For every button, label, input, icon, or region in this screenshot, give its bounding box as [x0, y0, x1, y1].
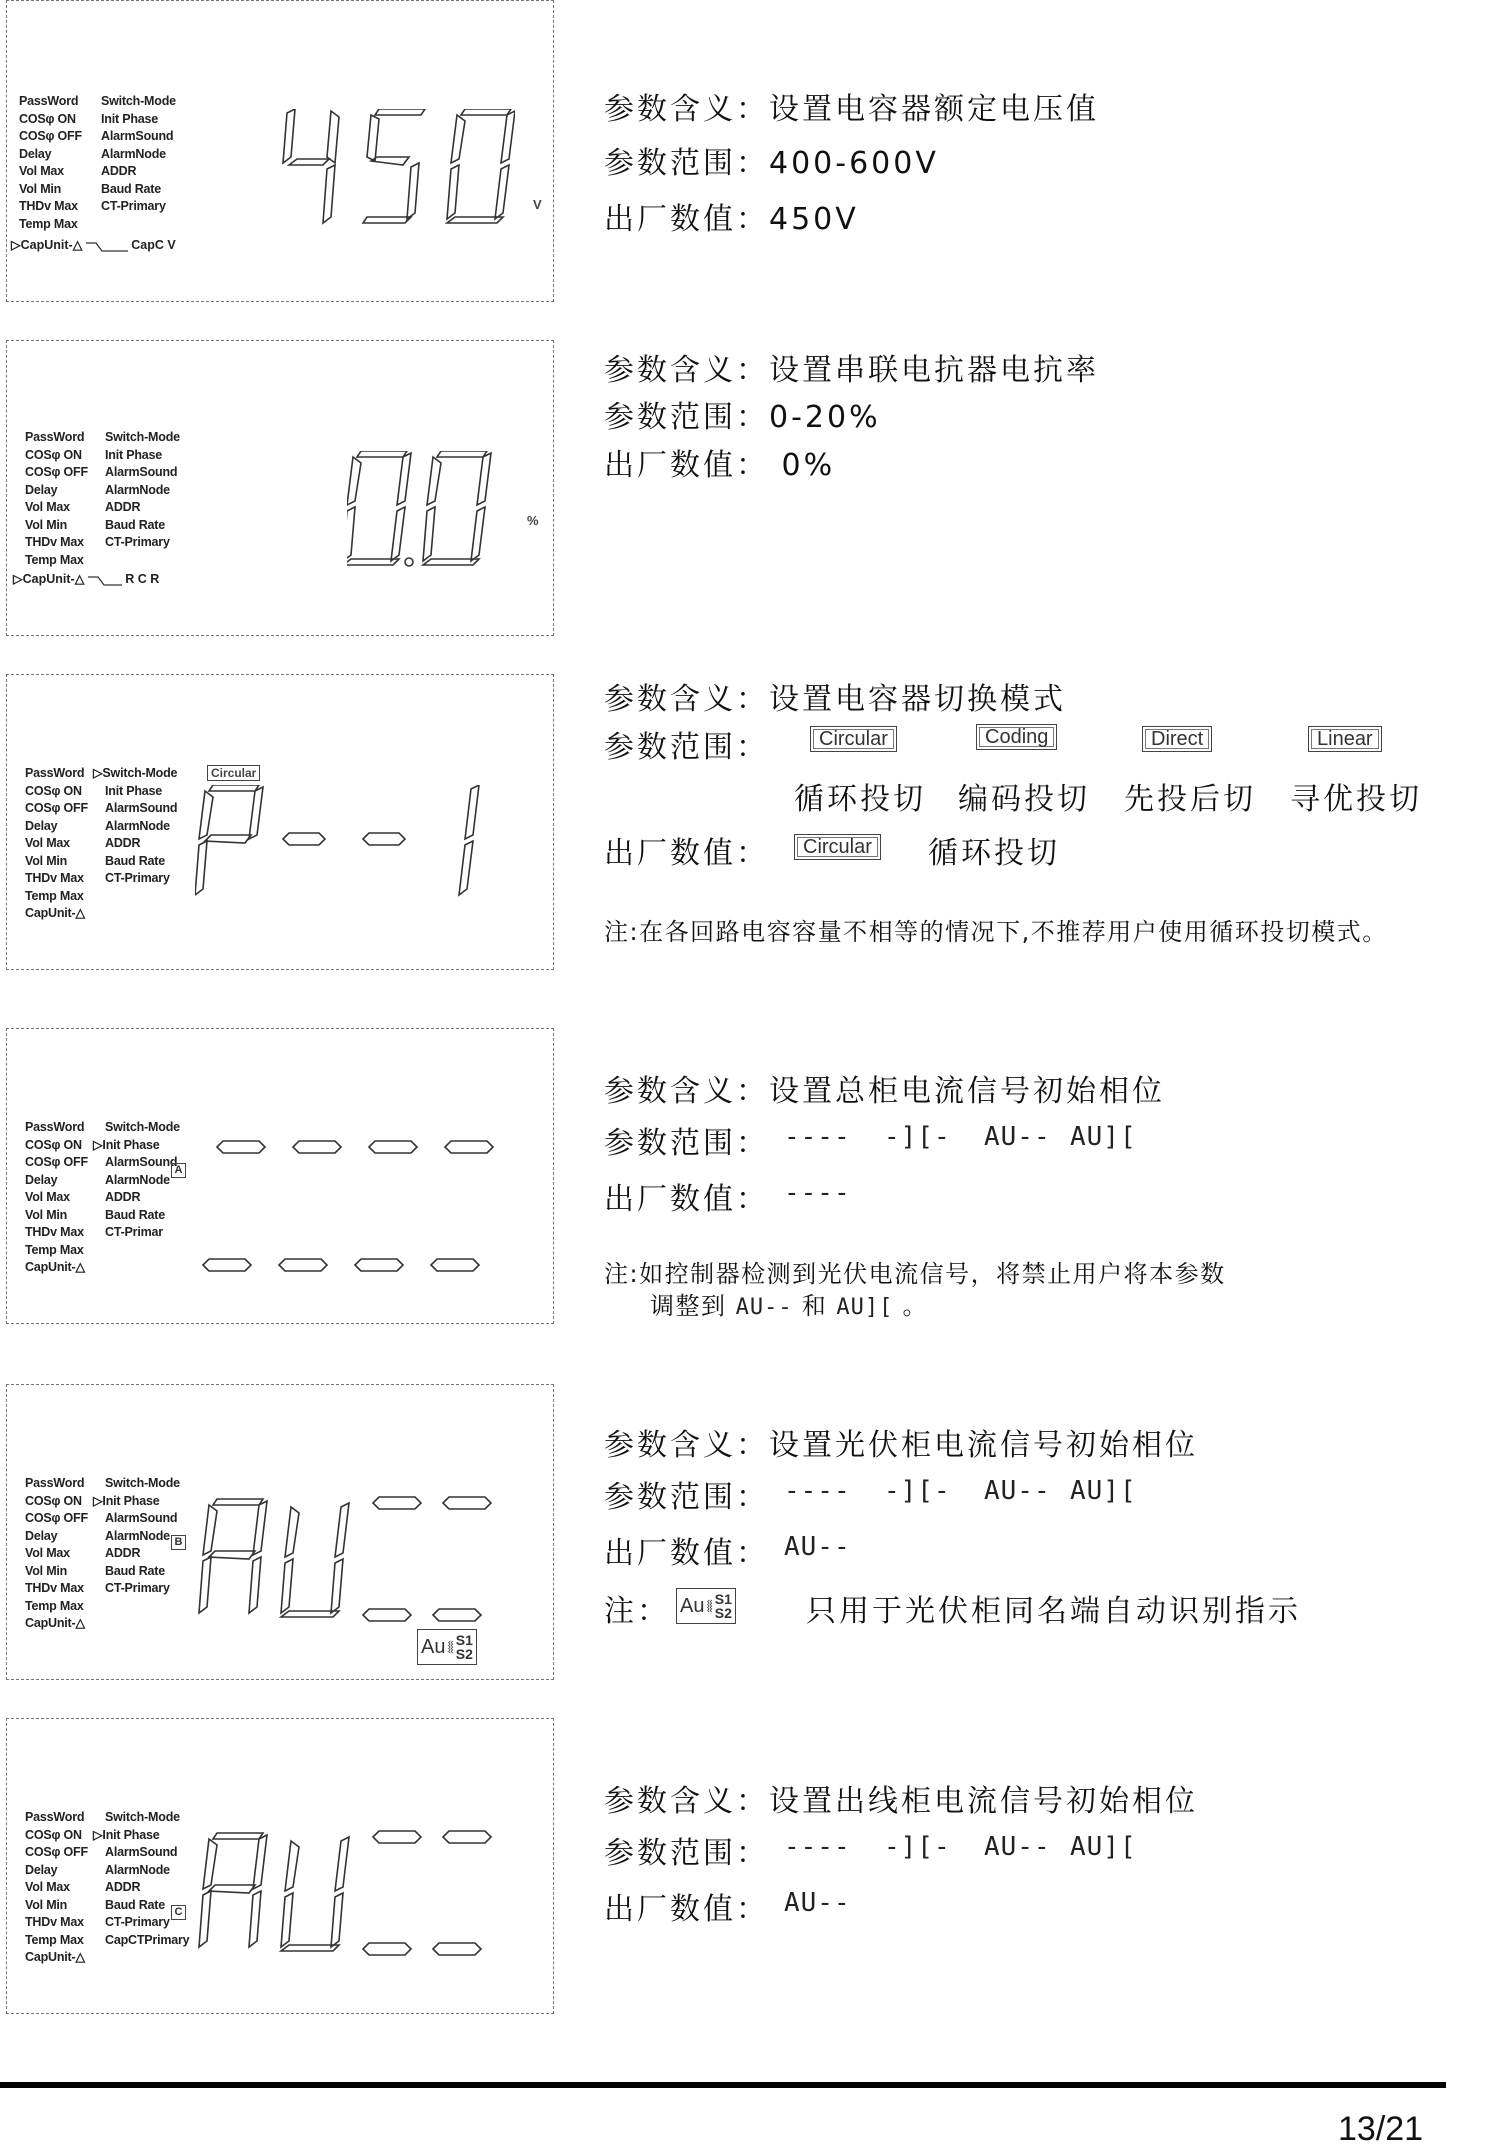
mode-tag: Circular — [207, 765, 260, 781]
mode-name: 寻优投切 — [1290, 782, 1422, 817]
menu-item: Switch-Mode — [105, 1120, 180, 1134]
menu-item: COSφ OFF — [19, 129, 82, 143]
pointer-icon: ▷ — [93, 1827, 103, 1842]
menu-item: THDv Max — [25, 1581, 84, 1595]
menu-right-column — [93, 1119, 180, 1242]
default-mode-name: 循环投切 — [928, 836, 1060, 871]
menu-item: Vol Min — [25, 517, 68, 532]
lcd-panel-2 — [6, 340, 554, 636]
menu-item: PassWord — [25, 430, 85, 444]
param-note-line1: 注:如控制器检测到光伏电流信号，将禁止用户将本参数 — [604, 1260, 1226, 1288]
menu-item: CapCTPrimary — [105, 1932, 190, 1947]
seven-segment-digits-icon — [275, 109, 515, 229]
seven-segment-digits-icon — [347, 451, 497, 571]
menu-item: COSφ OFF — [25, 465, 88, 479]
menu-item: Temp Max — [25, 1932, 84, 1947]
menu-item: Temp Max — [25, 1598, 84, 1613]
menu-right-column — [101, 93, 176, 216]
param-default-label: 出厂数值： — [604, 1182, 769, 1217]
menu-item: Vol Max — [25, 500, 70, 514]
param-default-label: 出厂数值： — [604, 836, 769, 871]
menu-item: AlarmSound — [105, 1845, 178, 1859]
mode-coding-button: Coding — [976, 724, 1057, 750]
seven-segment-digits-icon — [195, 1827, 495, 1957]
param-meaning: 参数含义：设置总柜电流信号初始相位 — [604, 1074, 1165, 1109]
menu-item: COSφ OFF — [25, 1511, 88, 1525]
menu-item: Init Phase — [105, 447, 163, 462]
range-value: -][- — [884, 1476, 951, 1506]
menu-left-column — [19, 93, 82, 233]
menu-item: AlarmNode — [101, 146, 166, 161]
menu-item: Switch-Mode — [101, 94, 176, 108]
menu-item: COSφ ON — [25, 1827, 82, 1842]
param-range-label: 参数范围： — [604, 730, 769, 765]
pointer-icon: ▷ — [93, 766, 103, 780]
menu-item: Vol Min — [25, 853, 68, 868]
menu-item: AlarmNode — [105, 482, 170, 497]
connector-line-icon — [88, 573, 122, 587]
cap-unit-label: ▷CapUnit-△ — [11, 238, 83, 252]
param-range: 参数范围：400-600V — [604, 146, 939, 181]
menu-item: Baud Rate — [105, 1207, 166, 1222]
menu-left-column — [25, 1119, 88, 1277]
range-value: ---- — [784, 1832, 851, 1862]
menu-item: Delay — [25, 1528, 58, 1543]
menu-item: COSφ OFF — [25, 1155, 88, 1169]
menu-right-column — [93, 765, 177, 888]
page-number: 13/21 — [1338, 2110, 1424, 2148]
menu-item: THDv Max — [25, 1225, 84, 1239]
menu-item: Init Phase — [101, 111, 159, 126]
menu-item: ADDR — [105, 1190, 141, 1204]
lcd-panel-5 — [6, 1384, 554, 1680]
seven-segment-digits-icon — [195, 785, 505, 901]
range-value: -][- — [884, 1832, 951, 1862]
cap-unit-label: ▷CapUnit-△ — [13, 572, 85, 586]
cap-unit-value: CapC V — [131, 238, 176, 252]
menu-item: Switch-Mode — [105, 1810, 180, 1824]
lcd-bottom-line — [11, 237, 176, 253]
ct-sensor-icon: ⧛ — [706, 1595, 713, 1616]
menu-item: Switch-Mode — [105, 1476, 180, 1490]
menu-item: Baud Rate — [105, 853, 166, 868]
range-value: AU-- — [984, 1832, 1051, 1862]
menu-item: ADDR — [105, 1546, 141, 1560]
menu-item: CT-Primary — [105, 871, 170, 885]
menu-item: AlarmSound — [101, 129, 174, 143]
menu-item: ADDR — [105, 500, 141, 514]
param-note-text: 只用于光伏柜同名端自动识别指示 — [806, 1594, 1301, 1629]
menu-item: AlarmNode — [105, 1862, 170, 1877]
menu-item: CT-Primary — [101, 199, 166, 213]
menu-item: ADDR — [101, 164, 137, 178]
menu-item: Vol Max — [25, 1546, 70, 1560]
param-meaning: 参数含义：设置电容器额定电压值 — [604, 92, 1099, 127]
menu-left-column — [25, 1475, 88, 1633]
menu-item: AlarmNode — [105, 1172, 170, 1187]
menu-item: Delay — [19, 146, 52, 161]
menu-item: ADDR — [105, 1880, 141, 1894]
param-range-label: 参数范围： — [604, 1126, 769, 1161]
menu-item: PassWord — [19, 94, 79, 108]
menu-item: COSφ ON — [25, 1137, 82, 1152]
menu-item: Switch-Mode — [105, 430, 180, 444]
menu-right-column — [105, 429, 180, 552]
menu-left-column — [25, 1809, 88, 1967]
seven-segment-dashes-icon — [197, 1137, 497, 1277]
menu-item: Delay — [25, 1172, 58, 1187]
mode-name: 先投后切 — [1124, 782, 1256, 817]
connector-line-icon — [86, 239, 128, 253]
param-meaning: 参数含义：设置光伏柜电流信号初始相位 — [604, 1428, 1198, 1463]
menu-right-column — [93, 1809, 189, 1949]
menu-item: CapUnit-△ — [25, 1260, 85, 1274]
param-range-label: 参数范围： — [604, 1480, 769, 1515]
menu-item-selected: ▷Switch-Mode — [93, 766, 178, 780]
pointer-icon: ▷ — [93, 1493, 103, 1508]
menu-item: CapUnit-△ — [25, 1950, 85, 1964]
menu-item: Temp Max — [25, 1242, 84, 1257]
param-note: 注:在各回路电容容量不相等的情况下,不推荐用户使用循环投切模式。 — [604, 918, 1388, 946]
mode-name: 循环投切 — [794, 782, 926, 817]
menu-item: CT-Primar — [105, 1225, 163, 1239]
param-note-line2: 调整到 AU-- 和 AU][ 。 — [650, 1292, 929, 1320]
menu-item: Delay — [25, 482, 58, 497]
unit-label: V — [533, 197, 542, 212]
menu-item: AlarmSound — [105, 465, 178, 479]
param-meaning: 参数含义：设置串联电抗器电抗率 — [604, 353, 1099, 388]
menu-left-column — [25, 765, 88, 923]
range-value: AU-- — [984, 1476, 1051, 1506]
menu-item-selected: ▷Init Phase — [93, 1493, 160, 1508]
param-default: 出厂数值：450V — [604, 202, 859, 237]
phase-tag: B — [171, 1535, 186, 1550]
menu-item: THDv Max — [19, 199, 78, 213]
default-value: ---- — [784, 1178, 851, 1208]
range-value: AU][ — [1070, 1122, 1137, 1152]
menu-item: Delay — [25, 818, 58, 833]
menu-item: Vol Min — [25, 1207, 68, 1222]
mode-linear-button: Linear — [1308, 726, 1382, 752]
cap-unit-value: R C R — [125, 572, 160, 586]
menu-item: THDv Max — [25, 871, 84, 885]
range-value: -][- — [884, 1122, 951, 1152]
ct-sensor-icon: ⧛ — [447, 1636, 454, 1657]
menu-item: Temp Max — [25, 888, 84, 903]
menu-item: CT-Primary — [105, 1581, 170, 1595]
menu-item: ADDR — [105, 836, 141, 850]
au-indicator-box: Au ⧛ S1 S2 — [417, 1629, 477, 1665]
menu-item: Vol Min — [25, 1563, 68, 1578]
menu-item: AlarmNode — [105, 818, 170, 833]
footer-rule — [0, 2082, 1446, 2088]
menu-item: THDv Max — [25, 1915, 84, 1929]
param-range: 参数范围：0-20% — [604, 400, 881, 435]
seven-segment-digits-icon — [195, 1493, 495, 1623]
menu-item: Vol Max — [19, 164, 64, 178]
menu-item-selected: ▷Init Phase — [93, 1137, 160, 1152]
unit-label: % — [527, 513, 539, 528]
lcd-panel-3 — [6, 674, 554, 970]
param-meaning: 参数含义：设置电容器切换模式 — [604, 682, 1066, 717]
menu-item: COSφ ON — [25, 783, 82, 798]
menu-item: PassWord — [25, 1120, 85, 1134]
phase-tag: A — [171, 1163, 186, 1178]
menu-item: Vol Max — [25, 1880, 70, 1894]
lcd-panel-4 — [6, 1028, 554, 1324]
lcd-panel-1 — [6, 0, 554, 302]
lcd-panel-6 — [6, 1718, 554, 2014]
menu-item: CapUnit-△ — [25, 906, 85, 920]
param-default: 出厂数值： 0% — [604, 448, 836, 483]
menu-item: COSφ ON — [19, 111, 76, 126]
menu-item: Baud Rate — [105, 1897, 166, 1912]
menu-item: AlarmSound — [105, 801, 178, 815]
menu-item: CapUnit-△ — [25, 1616, 85, 1630]
au-indicator-box: Au ⧛ S1 S2 — [676, 1588, 736, 1624]
menu-item: Vol Max — [25, 1190, 70, 1204]
menu-right-column — [93, 1475, 180, 1598]
menu-item: Temp Max — [25, 552, 84, 567]
default-mode-button: Circular — [794, 834, 881, 860]
menu-item: COSφ OFF — [25, 801, 88, 815]
menu-item: COSφ OFF — [25, 1845, 88, 1859]
menu-item: PassWord — [25, 766, 85, 780]
menu-item: Vol Min — [19, 181, 62, 196]
menu-item: THDv Max — [25, 535, 84, 549]
menu-item: COSφ ON — [25, 1493, 82, 1508]
param-note-label: 注： — [604, 1594, 670, 1629]
mode-direct-button: Direct — [1142, 726, 1212, 752]
lcd-bottom-line — [13, 571, 159, 587]
range-value: ---- — [784, 1476, 851, 1506]
menu-item: AlarmNode — [105, 1528, 170, 1543]
menu-item: Baud Rate — [105, 517, 166, 532]
menu-item: Init Phase — [105, 783, 163, 798]
menu-item: CT-Primary — [105, 1915, 170, 1929]
menu-item-selected: ▷Init Phase — [93, 1827, 160, 1842]
menu-item: AlarmSound — [105, 1155, 178, 1169]
menu-left-column — [25, 429, 88, 569]
menu-item: Vol Max — [25, 836, 70, 850]
range-value: AU][ — [1070, 1476, 1137, 1506]
range-value: AU-- — [984, 1122, 1051, 1152]
menu-item: COSφ ON — [25, 447, 82, 462]
menu-item: Baud Rate — [105, 1563, 166, 1578]
param-default-label: 出厂数值： — [604, 1536, 769, 1571]
pointer-icon: ▷ — [93, 1137, 103, 1152]
range-value: AU][ — [1070, 1832, 1137, 1862]
default-value: AU-- — [784, 1888, 851, 1918]
menu-item: Delay — [25, 1862, 58, 1877]
menu-item: PassWord — [25, 1810, 85, 1824]
param-default-label: 出厂数值： — [604, 1892, 769, 1927]
menu-item: CT-Primary — [105, 535, 170, 549]
menu-item: Vol Min — [25, 1897, 68, 1912]
menu-item: PassWord — [25, 1476, 85, 1490]
mode-name: 编码投切 — [958, 782, 1090, 817]
param-range-label: 参数范围： — [604, 1836, 769, 1871]
menu-item: Temp Max — [19, 216, 78, 231]
param-meaning: 参数含义：设置出线柜电流信号初始相位 — [604, 1784, 1198, 1819]
phase-tag: C — [171, 1905, 186, 1920]
menu-item: AlarmSound — [105, 1511, 178, 1525]
default-value: AU-- — [784, 1532, 851, 1562]
range-value: ---- — [784, 1122, 851, 1152]
menu-item: Baud Rate — [101, 181, 162, 196]
mode-circular-button: Circular — [810, 726, 897, 752]
